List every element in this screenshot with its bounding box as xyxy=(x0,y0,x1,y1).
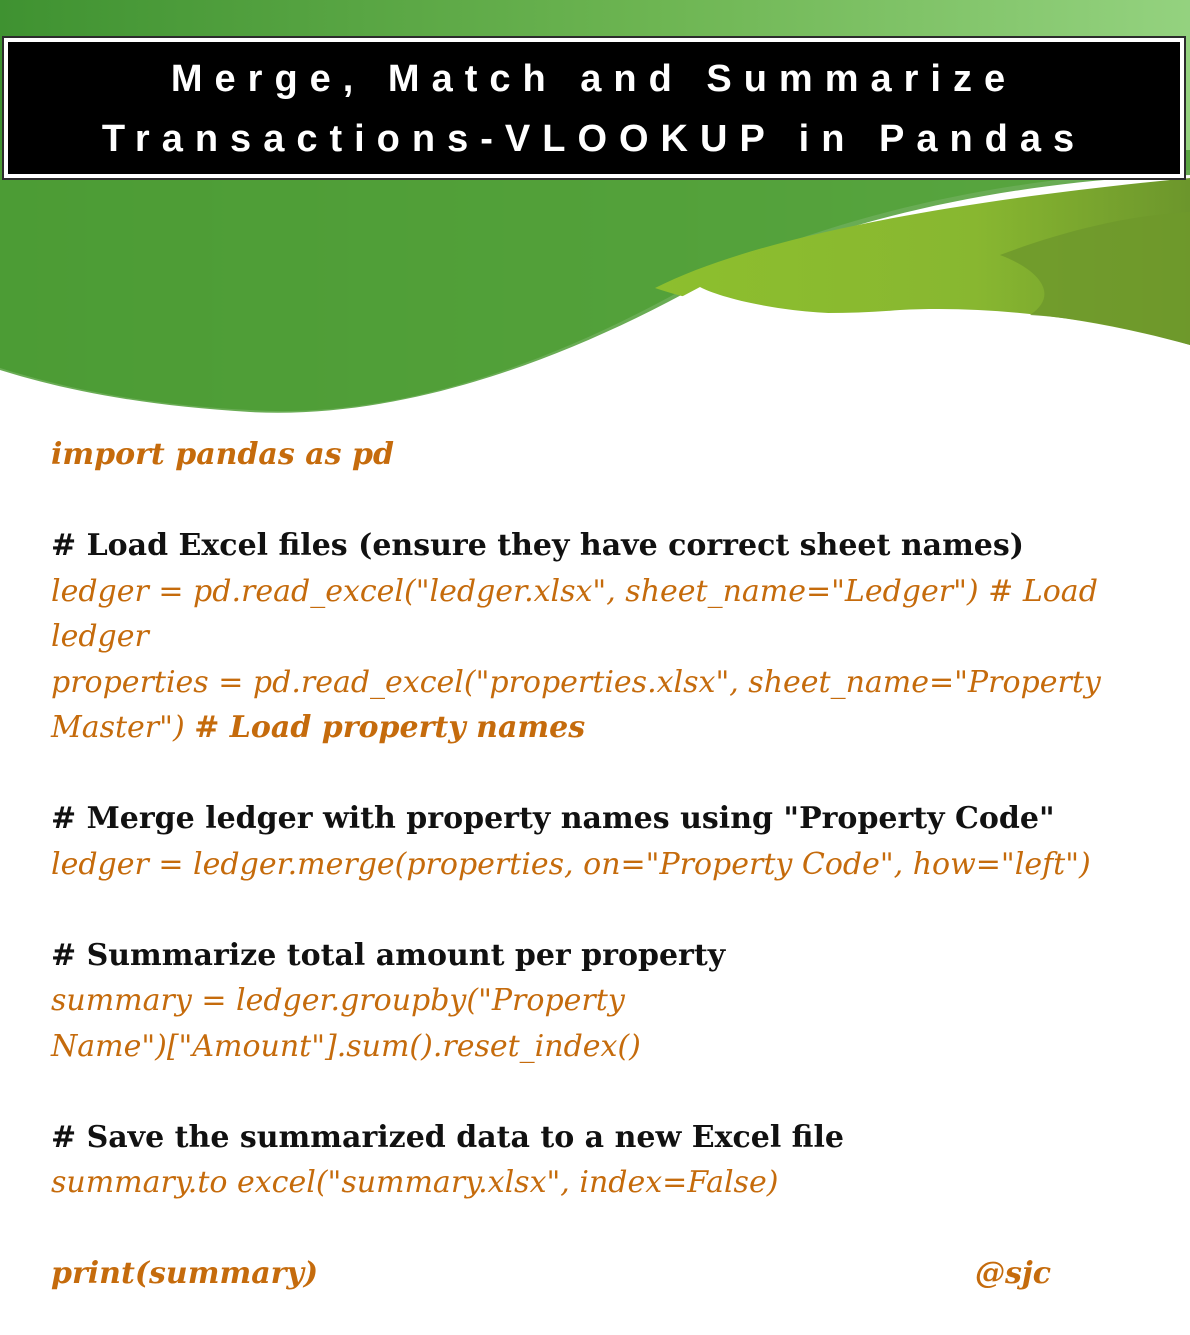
comment-save: # Save the summarized data to a new Excel file xyxy=(51,1119,844,1155)
author-handle: @sjc xyxy=(974,1256,1051,1291)
title-line-1: Merge, Match and Summarize xyxy=(170,58,1018,100)
summary-line-2: Name")["Amount"].sum().reset_index() xyxy=(51,1028,641,1064)
save-line: summary.to excel("summary.xlsx", index=False) xyxy=(51,1165,779,1200)
footer-row xyxy=(51,1251,1051,1297)
code-block xyxy=(51,432,1131,1297)
properties-line-2-code: Master") xyxy=(51,710,195,745)
properties-line-2 xyxy=(51,705,1131,751)
ledger-line-1: ledger = pd.read_excel("ledger.xlsx", sheet_name="Ledger") # Load xyxy=(51,573,1098,609)
ledger-line-2: ledger xyxy=(51,619,149,654)
comment-load: # Load Excel files (ensure they have correct sheet names) xyxy=(51,528,1024,563)
summary-line-1: summary = ledger.groupby("Property xyxy=(51,983,625,1018)
comment-merge: # Merge ledger with property names using "Property Code" xyxy=(51,801,1055,836)
properties-line-1: properties = pd.read_excel("properties.xlsx", sheet_name="Property xyxy=(51,664,1101,700)
title-line-2: Transactions-VLOOKUP in Pandas xyxy=(101,118,1087,160)
import-line: import pandas as pd xyxy=(51,437,394,472)
comment-summarize: # Summarize total amount per property xyxy=(51,937,726,973)
title-banner xyxy=(4,38,1184,178)
print-line: print(summary) xyxy=(51,1256,319,1291)
properties-line-2-comment: # Load property names xyxy=(194,710,586,745)
merge-line: ledger = ledger.merge(properties, on="Property Code", how="left") xyxy=(51,846,1091,882)
